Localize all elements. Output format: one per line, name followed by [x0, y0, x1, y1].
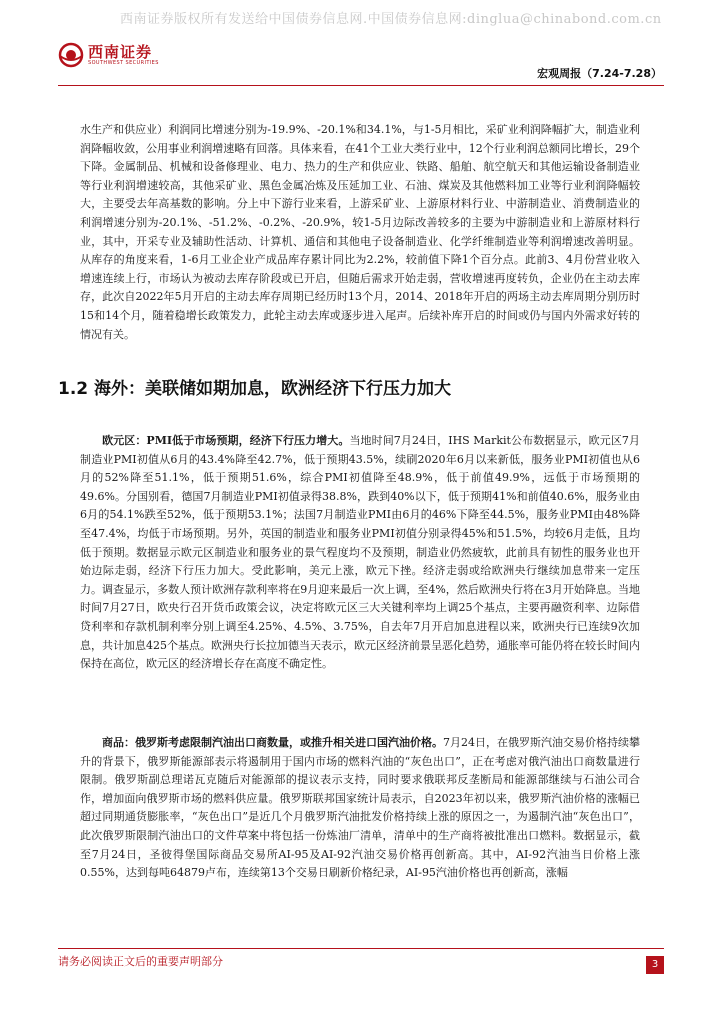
page-number: 3 — [646, 956, 664, 974]
paragraph-text: 水生产和供应业）利润同比增速分别为-19.9%、-20.1%和34.1%，与1-5月相比，采矿业利润降幅扩大，制造业利润降幅收敛，公用事业利润增速略有回落。具体来看，在41个工业大类行业中，12个行业利润总额同比增长，29个下降。金属制品、机械和设备修理业、电力、热力的生产和供应业、铁路、船舶、航空航天和其他运输设备制造业等行业利润增速较高，其他采矿业、黑色金属冶炼及压延加工业、石油、煤炭及其他燃料加工业等行业利润降幅较大，主要受去年高基数的影响。分上中下游行业来看，上游采矿业、上游原材料行业、中游制造业、消费制造业的利润增速分别为-20.1%、-51.2%、-0.2%、-20.9%，较1-5月边际改善较多的主要为中游制造业和上游原材料行业，其中，开采专业及辅助性活动、计算机、通信和其他电子设备制造业、化学纤维制造业等利润增速改善明显。从库存的角度来看，1-6月工业企业产成品库存累计同比为2.2%，较前值下降1个百分点。此前3、4月份营业收入增速连续上行，市场认为被动去库存阶段或已开启，但随后需求开始走弱，营收增速再度转负，企业仍在主动去库存，此次自2022年5月开启的主动去库存周期已经历时13个月，2014、2018年开启的两场主动去库周期分别历时15和14个月，随着稳增长政策发力，此轮主动去库或逐步进入尾声。后续补库开启的时间或仍与国内外需求好转的情况有关。 — [80, 123, 640, 341]
paragraph-lead: 商品：俄罗斯考虑限制汽油出口商数量，或推升相关进口国汽油价格。 — [102, 736, 443, 749]
footer-disclaimer: 请务必阅读正文后的重要声明部分 — [58, 955, 223, 968]
header-divider — [58, 85, 664, 86]
body-paragraph-commodities — [80, 734, 640, 883]
section-number: 1.2 — [58, 379, 89, 399]
paragraph-body: 当地时间7月24日，IHS Markit公布数据显示，欧元区7月制造业PMI初值从6月的43.4%降至42.7%，低于预期43.5%，续刷2020年6月以来新低，服务业PMI初值也从6月的52%降至51.1%，低于预期51.6%，综合PMI初值降至48.9%，低于前值49.9%，远低于市场预期的49.6%。分国别看，德国7月制造业PMI初值录得38.8%，跌到40%以下，低于预期41%和前值40.6%，服务业由6月的54.1%跌至52%，低于预期53.1%；法国7月制造业PMI由6月的46%下降至44.5%，服务业PMI由48%降至47.4%，均低于市场预期。另外，英国的制造业和服务业PMI初值分别录得45%和51.5%，均较6月走低，且均低于预期。数据显示欧元区制造业和服务业的景气程度均不及预期，制造业仍然疲软，此前具有韧性的服务业也开始边际走弱，经济下行压力加大。受此影响，美元上涨，欧元下挫。经济走弱或给欧洲央行继续加息带来一定压力。调查显示，多数人预计欧洲存款利率将在9月迎来最后一次上调，至4%，然后欧洲央行将在3月开始降息。当地时间7月27日，欧央行召开货币政策会议，决定将欧元区三大关键利率均上调25个基点，主要再融资利率、边际借贷利率和存款机制利率分别上调至4.25%、4.5%、3.75%，自去年7月开启加息进程以来，欧洲央行已连续9次加息，共计加息425个基点。欧洲央行长拉加德当天表示，欧元区经济前景呈恶化趋势，通胀率可能仍将在较长时间内保持在高位，欧元区的经济增长存在高度不确定性。 — [80, 434, 640, 671]
section-heading — [58, 374, 451, 399]
body-paragraph-eurozone — [80, 432, 640, 674]
body-paragraph-industry-profits — [80, 121, 640, 344]
watermark-text: 西南证券版权所有发送给中国债券信息网.中国债券信息网:dinglua@chinabond.com.cn — [120, 12, 662, 27]
paragraph-lead: 欧元区：PMI低于市场预期，经济下行压力增大。 — [102, 434, 350, 447]
logo-english-name: SOUTHWEST SECURITIES — [88, 59, 159, 66]
report-title: 宏观周报（7.24-7.28） — [537, 67, 662, 80]
logo-emblem-icon — [58, 42, 84, 68]
company-logo — [58, 42, 159, 68]
section-title-text: 海外：美联储如期加息，欧洲经济下行压力加大 — [94, 379, 452, 399]
logo-chinese-name: 西南证券 — [88, 42, 153, 61]
paragraph-body: 7月24日，在俄罗斯汽油交易价格持续攀升的背景下，俄罗斯能源部表示将遏制用于国内市场的燃料汽油的“灰色出口”，正在考虑对俄汽油出口商数量进行限制。俄罗斯副总理诺瓦克随后对能源部的提议表示支持，同时要求俄联邦反垄断局和能源部继续与石油公司合作，增加面向俄罗斯市场的燃料供应量。俄罗斯联邦国家统计局表示，自2023年初以来，俄罗斯汽油价格的涨幅已超过同期通货膨胀率，“灰色出口”是近几个月俄罗斯汽油批发价格持续上涨的原因之一，为遏制汽油“灰色出口”，此次俄罗斯限制汽油出口的文件草案中将包括一份炼油厂清单，清单中的生产商将被批准出口燃料。数据显示，截至7月24日，圣彼得堡国际商品交易所AI-95及AI-92汽油交易价格再创新高。其中，AI-92汽油当日价格上涨0.55%，达到每吨64879卢布，连续第13个交易日刷新价格纪录，AI-95汽油价格也再创新高，涨幅 — [80, 736, 640, 880]
footer-divider — [58, 948, 664, 949]
